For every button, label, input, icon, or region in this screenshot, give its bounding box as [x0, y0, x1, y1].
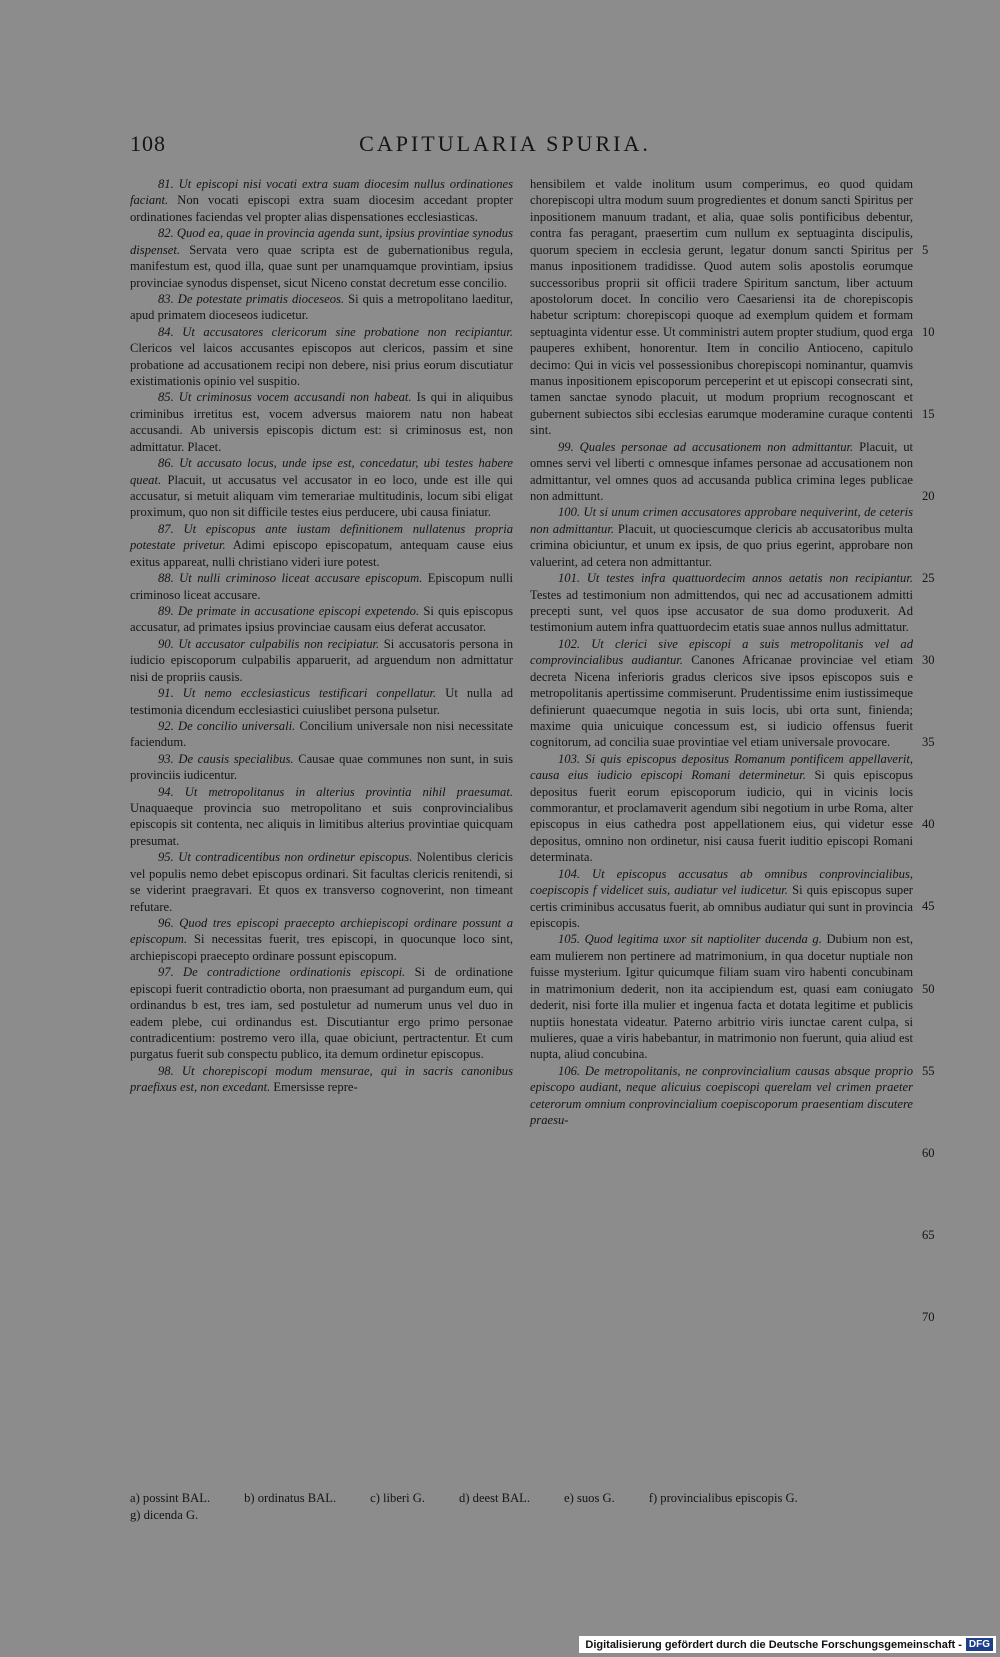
line-number: 60 — [922, 1145, 935, 1160]
canon-text: Testes ad testimonium non admittendos, qui nec ad accusationem admitti precepti sunt, vel quos ipse accusator de sua domo produxerit. Ad testimonium autem infra quattuordecim etatis suae annos nullus admittatur. — [530, 587, 913, 635]
paragraph — [130, 718, 513, 751]
paragraph — [530, 931, 913, 1062]
paragraph — [530, 570, 913, 636]
canon-text: Si quis episcopus super certis criminibus accusatus fuerit, ab omnibus audiatur qui sunt in provincia episcopis. — [530, 883, 913, 930]
canon-text: Is qui in aliquibus criminibus irretitus est, vocem adversus maiorem natu non habeat accusandi. Ab universis episcopis dictum est: si criminosus est, non admittatur. Placet. — [130, 390, 513, 454]
canon-text: Si necessitas fuerit, tres episcopi, in quocunque loco sint, archiepiscopi praecepto ordinare possunt episcopum. — [130, 932, 513, 963]
canon-text: Clericos vel laicos accusantes episcopos aut clericos, passim et sine probatione ad accusationem recipi non debere, nisi prius eorum discutiatur existimationis opinio vel suspitio. — [130, 341, 513, 389]
canon-heading: 91. Ut nemo ecclesiasticus testificari conpellatur. — [158, 686, 437, 701]
paragraph — [130, 225, 513, 291]
footnote: g) dicenda G. — [130, 1508, 199, 1522]
canon-text: Si quis episcopus depositus fuerit eorum episcoporum iudicio, qui in vicinis locis commorantur, et proclamaverit agendum sibi negotium in urbe Roma, alter episcopus in eius cathedra post appellationem eius, qui videtur esse depositus, omnino non ordinetur, nisi causa fuerit iuditio episcopi Romani determinata. — [530, 768, 913, 865]
canon-heading: 105. Quod legitima uxor sit naptioliter ducenda g. — [558, 932, 822, 947]
canon-text: Adimi episcopo episcopatum, antequam cause eius exitus appareat, nulli christiano videri iure potest. — [130, 538, 513, 569]
canon-heading: 103. Si quis episcopus depositus Romanum pontificem appellaverit, causa eius iudicio episcopi Romani determinetur. — [530, 751, 913, 783]
canon-heading: 98. Ut chorepiscopi modum mensurae, qui in sacris canonibus praefixus est, non excedant. — [130, 1063, 513, 1095]
footnote: e) suos G. — [564, 1491, 615, 1505]
page-header — [130, 131, 880, 161]
paragraph — [530, 636, 913, 751]
line-number: 30 — [922, 653, 935, 668]
line-number: 70 — [922, 1309, 935, 1324]
paragraph — [130, 389, 513, 455]
paragraph — [130, 915, 513, 964]
canon-heading: 86. Ut accusato locus, unde ipse est, concedatur, ubi testes habere queat. — [130, 456, 513, 487]
footnote: f) provincialibus episcopis G. — [648, 1491, 798, 1505]
paragraph — [130, 521, 513, 570]
canon-heading: 99. Quales personae ad accusationem non admittantur. — [558, 439, 854, 454]
dfg-credit[interactable] — [579, 1636, 996, 1653]
right-column — [530, 176, 913, 1128]
paragraph — [530, 751, 913, 866]
line-number: 25 — [922, 571, 935, 586]
line-number: 20 — [922, 488, 935, 503]
canon-heading: 82. Quod ea, quae in provincia agenda sunt, ipsius provintiae synodus dispenset. — [130, 226, 513, 257]
canon-heading: 85. Ut criminosus vocem accusandi non habeat. — [158, 390, 412, 405]
canon-text: Nolentibus clericis vel populis nemo debet episcopus ordinari. Sit facultas clericis renitendi, si se viderint praegravari. Et quos ex transverso cognoverint, non timeant refutare. — [130, 850, 513, 914]
canon-heading: 81. Ut episcopi nisi vocati extra suam diocesim nullus ordinationes faciant. — [130, 177, 513, 208]
canon-text: Unaquaeque provincia suo metropolitano et suis conprovincialibus episcopis sit contenta, nec aliquis in limitibus alterius provintiae quicquam presumat. — [130, 801, 513, 848]
canon-text: Concilium universale non nisi necessitate faciendum. — [130, 718, 513, 750]
canon-text: Servata vero quae scripta est de gubernationibus regula, manifestum est, quod illa, quae sunt per unamquamque provintiam, ipsius provinciae synodus dispenset, sicut Niceno constat decretum esse concilio. — [130, 242, 513, 290]
canon-text: Placuit, ut omnes servi vel liberti c omnesque infames personae ad accusationem non admittantur, vel omnes quos ad accusanda publica crimina leges publicae non admittunt. — [530, 439, 913, 504]
paragraph — [130, 751, 513, 784]
paragraph — [130, 603, 513, 636]
canon-heading: 92. De concilio universali. — [158, 718, 296, 733]
canon-text: Si quis a metropolitano laeditur, apud primatem dioceseos iudicetur. — [130, 291, 513, 323]
line-number: 40 — [922, 817, 935, 832]
canon-heading: 90. Ut accusator culpabilis non recipiatur. — [158, 636, 380, 651]
canon-heading: 83. De potestate primatis dioceseos. — [158, 291, 345, 306]
canon-text: Canones Africanae provinciae vel etiam decreta Nicena inferioris gradus clericos sive ipsos episcopos suis e metropolitanis apertissime commiserunt. Prudentissime enim iustissimeque definierunt quaecumque negotia in suis locis, ubi orta sunt, finienda; maxime quia unicuique concessum est, si iudicio offensus fuerit cognitorum, ad concilia suae provintiae vel etiam universale provocare. — [530, 653, 913, 750]
left-column — [130, 176, 513, 1096]
paragraph — [130, 964, 513, 1063]
paragraph — [130, 455, 513, 521]
canon-heading: 102. Ut clerici sive episcopi a suis metropolitanis vel ad comprovincialibus audiantur. — [530, 636, 913, 668]
canon-heading: 106. De metropolitanis, ne conprovincialium causas absque proprio episcopo audiant, neque alicuius coepiscopi querelam vel crimen praeter ceterorum omnium conprovincialium coepiscoporum praesentiam discutere praesu- — [530, 1063, 913, 1128]
line-number: 35 — [922, 735, 935, 750]
canon-heading: 88. Ut nulli criminoso liceat accusare episcopum. — [158, 571, 423, 586]
canon-text: Episcopum nulli criminoso liceat accusare. — [130, 571, 513, 602]
canon-heading: 101. Ut testes infra quattuordecim annos aetatis non recipiantur. — [558, 571, 913, 586]
paragraph — [530, 866, 913, 932]
canon-text: hensibilem et valde inolitum usum comperimus, eo quod quidam chorepiscopi ultra modum suum progredientes et donum sancti Spiritus per inpositionem manuum tradant, et alia, quae solis pontificibus debentur, contra fas peragant, praesertim cum nullum ex septuaginta discipulis, quorum speciem in ecclesia gerunt, legatur donum sancti Spiritus per manus inpositionem tradidisse. Quod autem solis apostolis eorumque successoribus proprii sit officii tradere Spiritum sanctum, liber actuum apostolorum docet. In concilio vero Caesariensi ita de chorepiscopis habetur scriptum: chorepiscopi quoque ad exemplum quidem et formam septuaginta videntur esse. Ut comministri autem propter studium, quod erga pauperes exhibent, honorentur. Item in concilio Antioceno, capitulo decimo: Qui in vicis vel possessionibus chorepiscopi nominantur, quamvis manus inpositionem episcoporum perceperint et ut episcopi consecrati sint, tamen sanctae synodo placuit, ut modum proprium recognoscant et gubernent subiectos sibi ecclesias earumque moderamine curaque contenti sint. — [530, 177, 913, 438]
footnote: d) deest BAL. — [459, 1491, 531, 1505]
canon-heading: 96. Quod tres episcopi praecepto archiepiscopi ordinare possunt a episcopum. — [130, 915, 513, 947]
line-number: 45 — [922, 899, 935, 914]
canon-text: Non vocati episcopi extra suam diocesim accedant propter ordinationes faciendas vel propter alias dispensationes ecclesiasticas. — [130, 193, 513, 224]
canon-heading: 89. De primate in accusatione episcopi expetendo. — [158, 603, 420, 618]
canon-text: Placuit, ut quociescumque clericis ab accusatoribus multa crimina obiciuntur, et unum ex ipsis, de quo prius egerint, approbare non valuerint, ad cetera non admittantur. — [530, 521, 913, 569]
canon-text: Dubium non est, eam mulierem non pertinere ad matrimonium, in qua docetur nuptiale non fuisse mysterium. Igitur quicumque filiam suam viro habenti concubinam in matrimonium dederit, non ita accipiendum est, quasi eam coniugato dederit, nisi forte illa mulier et ingenua facta et dotata legitime et publicis nuptiis honestata videatur. Paterno arbitrio viris iunctae carent culpa, si mulieres, quae a viris habebantur, in matrimonio non fuerunt, quia aliud est nupta, aliud concubina. — [530, 932, 913, 1062]
paragraph — [530, 1063, 913, 1129]
canon-heading: 87. Ut episcopus ante iustam definitionem nullatenus propria potestate privetur. — [130, 521, 513, 553]
page-number: 108 — [130, 131, 166, 156]
canon-text: Emersisse repre- — [270, 1080, 358, 1095]
running-title: CAPITULARIA SPURIA. — [359, 131, 651, 156]
paragraph — [130, 176, 513, 225]
paragraph — [130, 784, 513, 850]
paragraph — [130, 291, 513, 324]
paragraph — [530, 176, 913, 439]
paragraph — [130, 570, 513, 603]
paragraph — [130, 1063, 513, 1096]
paragraph — [530, 439, 913, 505]
canon-heading: 94. Ut metropolitanus in alterius provintia nihil praesumat. — [158, 784, 513, 799]
footnote: b) ordinatus BAL. — [244, 1491, 337, 1505]
canon-text: Causae quae communes non sunt, in suis provinciis iudicentur. — [130, 751, 514, 783]
canon-heading: 93. De causis specialibus. — [158, 751, 294, 766]
canon-text: Si accusatoris persona in iudicio episcoporum culpabilis apparuerit, ad arguendum non admittatur nisi de propriis causis. — [130, 636, 513, 684]
canon-heading: 97. De contradictione ordinationis episcopi. — [158, 965, 406, 980]
canon-heading: 104. Ut episcopus accusatus ab omnibus conprovincialibus, coepiscopis f videlicet suis, audiatur vel iudicetur. — [530, 866, 913, 898]
paragraph — [530, 504, 913, 570]
footnotes — [130, 1490, 910, 1524]
canon-text: Si quis episcopus accusatur, ad primates ipsius provinciae causam eius deferat accusator. — [130, 603, 513, 635]
dfg-logo: DFG — [966, 1638, 993, 1651]
line-number: 65 — [922, 1227, 935, 1242]
canon-text: Placuit, ut accusatus vel accusator in eo loco, unde est ille qui accusatur, si metuit aliquam vim temerariae multitudinis, locum sibi eligat proximum, quo non sit difficile testes eius perducere, ubi causa finiatur. — [130, 472, 513, 520]
footnote: c) liberi G. — [370, 1491, 426, 1505]
canon-heading: 95. Ut contradicentibus non ordinetur episcopus. — [158, 850, 413, 865]
line-number: 10 — [922, 324, 935, 339]
canon-text: Ut nulla ad testimonia dicendum ecclesiastici cuiuslibet persona pulsetur. — [130, 686, 513, 717]
paragraph — [130, 849, 513, 915]
canon-text: Si de ordinatione episcopi fuerit contradictio oborta, non praesumant ad purgandum eum, qui ordinandus b est, tres iam, sed postuletur ad numerum unus vel duo in eadem plebe, cui ordinandus est. Discutiantur ergo primo personae contradicentium: postremo vero illa, quae obiciunt, pertractentur. Et cum purgatus fuerit sub conspectu publico, ita demum ordinetur episcopus. — [130, 965, 513, 1062]
line-number: 55 — [922, 1063, 935, 1078]
paragraph — [130, 636, 513, 685]
line-number: 50 — [922, 981, 935, 996]
paragraph — [130, 324, 513, 390]
line-number: 5 — [922, 242, 929, 257]
canon-heading: 84. Ut accusatores clericorum sine probatione non recipiantur. — [158, 324, 513, 339]
canon-heading: 100. Ut si unum crimen accusatores approbare nequiverint, de ceteris non admittantur. — [530, 505, 913, 536]
dfg-credit-text: Digitalisierung gefördert durch die Deutsche Forschungsgemeinschaft - — [585, 1638, 962, 1651]
line-number: 15 — [922, 406, 935, 421]
footnote: a) possint BAL. — [130, 1491, 211, 1505]
paragraph — [130, 685, 513, 718]
